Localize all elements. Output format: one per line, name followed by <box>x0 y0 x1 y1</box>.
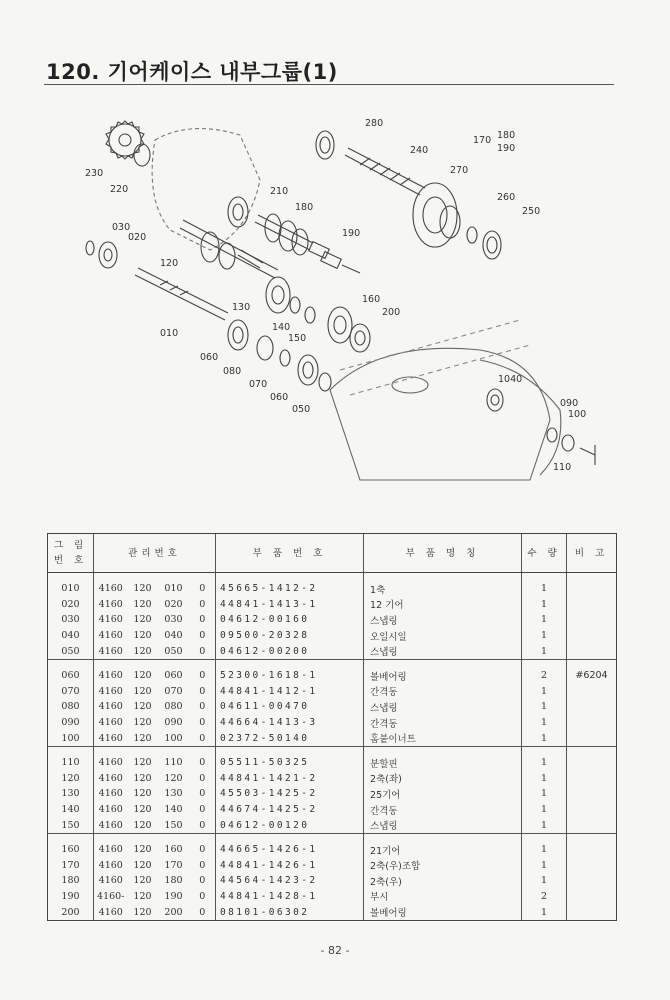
callout-090: 090 <box>560 398 579 409</box>
cell-mgmt-1: 4160 <box>94 755 128 771</box>
callout-140: 140 <box>272 322 291 333</box>
callout-210: 210 <box>270 186 289 197</box>
spacer-cell <box>190 659 216 668</box>
cell-note <box>567 643 617 659</box>
spacer-cell <box>364 746 522 755</box>
cell-part-no: 44841-1412-1 <box>216 684 364 700</box>
cell-part-name: 볼베어링 <box>364 904 522 920</box>
callout-060-b: 060 <box>270 392 289 403</box>
cell-mgmt-3: 020 <box>164 598 183 610</box>
callout-180-top: 180 <box>497 130 516 141</box>
table-row <box>48 802 617 818</box>
cell-part-name: 스냅링 <box>364 643 522 659</box>
cell-note <box>567 715 617 731</box>
cell-ref-no: 050 <box>48 643 94 659</box>
table-row <box>48 786 617 802</box>
table-row <box>48 730 617 746</box>
parts-table <box>47 533 617 921</box>
cell-mgmt-1: 4160 <box>94 628 128 644</box>
cell-qty: 1 <box>522 904 567 920</box>
cell-mgmt-1: 4160 <box>94 904 128 920</box>
cell-part-name: 부시 <box>364 889 522 905</box>
spacer-cell <box>216 573 364 582</box>
title-divider <box>44 84 614 85</box>
cell-mgmt-2: 120 <box>133 670 152 682</box>
cell-mgmt-4: 0 <box>199 717 206 729</box>
spacer-cell <box>522 833 567 842</box>
cell-mgmt-4: 0 <box>199 890 206 902</box>
col-part-no: 부 품 번 호 <box>216 534 364 573</box>
table-row <box>48 817 617 833</box>
cell-part-name: 2축(좌) <box>364 771 522 787</box>
cell-ref-no: 060 <box>48 668 94 684</box>
cell-mgmt-2: 120 <box>133 614 152 626</box>
cell-note <box>567 842 617 858</box>
cell-part-no: 44664-1413-3 <box>216 715 364 731</box>
exploded-parts-diagram <box>60 110 620 490</box>
group-spacer <box>48 659 617 668</box>
spacer-cell <box>158 573 190 582</box>
table-row <box>48 612 617 628</box>
cell-mgmt-1: 4160 <box>94 730 128 746</box>
callout-280: 280 <box>365 118 384 129</box>
cell-note <box>567 581 617 597</box>
cell-qty: 1 <box>522 771 567 787</box>
cell-qty: 1 <box>522 858 567 874</box>
callout-230: 230 <box>85 168 104 179</box>
cell-mgmt-2: 120 <box>133 685 152 697</box>
callout-070: 070 <box>249 379 268 390</box>
cell-note <box>567 755 617 771</box>
cell-note <box>567 858 617 874</box>
spacer-cell <box>567 833 617 842</box>
spacer-cell <box>128 659 158 668</box>
cell-mgmt-4: 0 <box>199 844 206 856</box>
callout-020: 020 <box>128 232 147 243</box>
cell-part-name: 오일시일 <box>364 628 522 644</box>
callout-120: 120 <box>160 258 179 269</box>
cell-mgmt-2: 120 <box>133 630 152 642</box>
cell-qty: 1 <box>522 684 567 700</box>
cell-mgmt-3: 080 <box>164 701 183 713</box>
cell-mgmt-1: 4160 <box>94 597 128 613</box>
spacer-cell <box>364 573 522 582</box>
cell-part-no: 04612-00120 <box>216 817 364 833</box>
callout-010: 010 <box>160 328 179 339</box>
table-row <box>48 699 617 715</box>
cell-mgmt-4: 0 <box>190 643 216 659</box>
cell-mgmt-3: 170 <box>164 859 183 871</box>
callout-030: 030 <box>112 222 131 233</box>
spacer-cell <box>190 833 216 842</box>
cell-qty: 2 <box>522 668 567 684</box>
cell-qty: 1 <box>522 730 567 746</box>
cell-note: #6204 <box>567 668 617 684</box>
cell-ref-no: 200 <box>48 904 94 920</box>
col-note: 비 고 <box>567 534 617 573</box>
cell-ref-no: 030 <box>48 612 94 628</box>
spacer-cell <box>48 573 94 582</box>
cell-note <box>567 771 617 787</box>
spacer-cell <box>216 833 364 842</box>
cell-mgmt-3: 190 <box>164 890 183 902</box>
cell-ref-no: 080 <box>48 699 94 715</box>
cell-part-name: 스냅링 <box>364 612 522 628</box>
callout-200: 200 <box>382 307 401 318</box>
page-number: - 82 - <box>320 944 350 957</box>
cell-ref-no: 130 <box>48 786 94 802</box>
cell-part-name: 스냅링 <box>364 817 522 833</box>
callout-150: 150 <box>288 333 307 344</box>
cell-mgmt-1: 4160 <box>94 668 128 684</box>
callout-080: 080 <box>223 366 242 377</box>
spacer-cell <box>128 833 158 842</box>
cell-part-no: 52300-1618-1 <box>216 668 364 684</box>
spacer-cell <box>128 746 158 755</box>
cell-mgmt-1: 4160 <box>94 581 128 597</box>
table-row <box>48 842 617 858</box>
cell-part-no: 44841-1421-2 <box>216 771 364 787</box>
cell-ref-no: 110 <box>48 755 94 771</box>
callout-220: 220 <box>110 184 129 195</box>
cell-ref-no: 090 <box>48 715 94 731</box>
cell-part-name: 분할핀 <box>364 755 522 771</box>
spacer-cell <box>94 746 128 755</box>
callout-260: 260 <box>497 192 516 203</box>
callout-240: 240 <box>410 145 429 156</box>
cell-part-no: 44841-1428-1 <box>216 889 364 905</box>
cell-mgmt-3: 010 <box>164 583 183 595</box>
cell-mgmt-2: 120 <box>128 643 158 659</box>
table-row <box>48 858 617 874</box>
cell-part-no: 08101-06302 <box>216 904 364 920</box>
cell-mgmt-1: 4160 <box>94 643 128 659</box>
cell-qty: 1 <box>522 755 567 771</box>
cell-ref-no: 190 <box>48 889 94 905</box>
table-row <box>48 904 617 920</box>
cell-qty: 2 <box>522 889 567 905</box>
cell-part-name: 홈붙이너트 <box>364 730 522 746</box>
table-row <box>48 873 617 889</box>
cell-mgmt-3: 140 <box>164 804 183 816</box>
cell-mgmt-1: 4160 <box>94 699 128 715</box>
cell-qty: 1 <box>522 802 567 818</box>
cell-part-name: 2축(우)조합 <box>364 858 522 874</box>
cell-ref-no: 100 <box>48 730 94 746</box>
cell-mgmt-2: 120 <box>133 701 152 713</box>
cell-mgmt-3: 120 <box>164 772 183 784</box>
spacer-cell <box>364 833 522 842</box>
cell-mgmt-1: 4160 <box>94 786 128 802</box>
cell-ref-no: 180 <box>48 873 94 889</box>
cell-mgmt-2: 120 <box>133 844 152 856</box>
cell-mgmt-2: 120 <box>133 788 152 800</box>
cell-part-no: 04611-00470 <box>216 699 364 715</box>
cell-mgmt-3: 160 <box>164 844 183 856</box>
spacer-cell <box>158 659 190 668</box>
table-row <box>48 715 617 731</box>
spacer-cell <box>567 659 617 668</box>
callout-190-top: 190 <box>497 143 516 154</box>
cell-note <box>567 730 617 746</box>
spacer-cell <box>567 746 617 755</box>
cell-mgmt-2: 120 <box>133 772 152 784</box>
cell-ref-no: 160 <box>48 842 94 858</box>
cell-mgmt-4: 0 <box>199 859 206 871</box>
cell-mgmt-3: 060 <box>164 670 183 682</box>
callout-170: 170 <box>473 135 492 146</box>
cell-mgmt-3: 130 <box>164 788 183 800</box>
spacer-cell <box>128 573 158 582</box>
callout-060: 060 <box>200 352 219 363</box>
cell-mgmt-3: 030 <box>164 614 183 626</box>
cell-mgmt-2: 120 <box>133 717 152 729</box>
callout-180: 180 <box>295 202 314 213</box>
spacer-cell <box>190 746 216 755</box>
cell-part-name: 간격동 <box>364 715 522 731</box>
cell-ref-no: 120 <box>48 771 94 787</box>
cell-ref-no: 150 <box>48 817 94 833</box>
callout-100: 100 <box>568 409 587 420</box>
exploded-view-drawing <box>60 110 620 490</box>
callout-270: 270 <box>450 165 469 176</box>
spacer-cell <box>522 573 567 582</box>
cell-note <box>567 889 617 905</box>
cell-part-no: 44841-1426-1 <box>216 858 364 874</box>
cell-qty: 1 <box>522 643 567 659</box>
cell-mgmt-2: 120 <box>133 583 152 595</box>
cell-mgmt-1: 4160 <box>94 842 128 858</box>
cell-qty: 1 <box>522 699 567 715</box>
spacer-cell <box>567 573 617 582</box>
cell-mgmt-1: 4160 <box>94 802 128 818</box>
cell-qty: 1 <box>522 817 567 833</box>
callout-160: 160 <box>362 294 381 305</box>
spacer-cell <box>94 659 128 668</box>
table-row <box>48 581 617 597</box>
callout-190: 190 <box>342 228 361 239</box>
cell-mgmt-4: 0 <box>199 804 206 816</box>
cell-mgmt-1: 4160 <box>94 873 128 889</box>
cell-mgmt-3: 090 <box>164 717 183 729</box>
cell-part-name: 간격동 <box>364 684 522 700</box>
cell-note <box>567 684 617 700</box>
cell-part-name: 2축(우) <box>364 873 522 889</box>
cell-mgmt-2: 120 <box>128 904 158 920</box>
callout-050: 050 <box>292 404 311 415</box>
cell-mgmt-1: 4160 <box>94 715 128 731</box>
cell-mgmt-4: 0 <box>199 772 206 784</box>
cell-qty: 1 <box>522 786 567 802</box>
cell-mgmt-3: 180 <box>164 875 183 887</box>
spacer-cell <box>48 833 94 842</box>
table-row <box>48 643 617 659</box>
cell-mgmt-4: 0 <box>199 630 206 642</box>
cell-mgmt-1: 4160 <box>94 612 128 628</box>
callout-130: 130 <box>232 302 251 313</box>
cell-qty: 1 <box>522 715 567 731</box>
cell-mgmt-1: 4160 <box>94 858 128 874</box>
cell-mgmt-4: 0 <box>199 670 206 682</box>
cell-note <box>567 628 617 644</box>
cell-mgmt-4: 0 <box>199 614 206 626</box>
col-part-name: 부 품 명 칭 <box>364 534 522 573</box>
cell-part-name: 볼베어링 <box>364 668 522 684</box>
table-row <box>48 597 617 613</box>
cell-mgmt-2: 120 <box>133 875 152 887</box>
cell-mgmt-2: 120 <box>128 730 158 746</box>
cell-mgmt-4: 0 <box>199 583 206 595</box>
group-spacer <box>48 833 617 842</box>
spacer-cell <box>216 659 364 668</box>
cell-ref-no: 170 <box>48 858 94 874</box>
cell-note <box>567 802 617 818</box>
cell-mgmt-3: 200 <box>158 904 190 920</box>
page-title: 120. 기어케이스 내부그룹(1) <box>46 60 338 84</box>
cell-mgmt-2: 120 <box>128 817 158 833</box>
cell-note <box>567 612 617 628</box>
cell-mgmt-3: 110 <box>164 757 183 769</box>
cell-mgmt-4: 0 <box>190 904 216 920</box>
cell-mgmt-2: 120 <box>133 757 152 769</box>
spacer-cell <box>522 659 567 668</box>
callout-1040: 1040 <box>498 374 523 385</box>
cell-mgmt-3: 150 <box>158 817 190 833</box>
cell-mgmt-3: 050 <box>158 643 190 659</box>
cell-part-name: 스냅링 <box>364 699 522 715</box>
cell-part-no: 09500-20328 <box>216 628 364 644</box>
parts-table-header <box>48 534 617 573</box>
cell-qty: 1 <box>522 581 567 597</box>
cell-qty: 1 <box>522 628 567 644</box>
cell-mgmt-2: 120 <box>133 890 152 902</box>
cell-qty: 1 <box>522 873 567 889</box>
cell-mgmt-4: 0 <box>199 598 206 610</box>
table-row <box>48 755 617 771</box>
cell-note <box>567 597 617 613</box>
col-qty: 수 량 <box>522 534 567 573</box>
cell-mgmt-4: 0 <box>199 757 206 769</box>
cell-qty: 1 <box>522 597 567 613</box>
cell-part-no: 44665-1426-1 <box>216 842 364 858</box>
callout-110: 110 <box>553 462 572 473</box>
spacer-cell <box>48 746 94 755</box>
cell-part-no: 44674-1425-2 <box>216 802 364 818</box>
cell-mgmt-1: 4160- <box>94 889 128 905</box>
table-row <box>48 628 617 644</box>
cell-mgmt-2: 120 <box>133 598 152 610</box>
group-spacer <box>48 573 617 582</box>
cell-part-no: 05511-50325 <box>216 755 364 771</box>
spacer-cell <box>522 746 567 755</box>
cell-note <box>567 699 617 715</box>
cell-mgmt-3: 070 <box>164 685 183 697</box>
table-row <box>48 668 617 684</box>
cell-mgmt-4: 0 <box>199 685 206 697</box>
cell-part-name: 간격동 <box>364 802 522 818</box>
spacer-cell <box>216 746 364 755</box>
cell-part-no: 45665-1412-2 <box>216 581 364 597</box>
cell-ref-no: 140 <box>48 802 94 818</box>
cell-part-no: 44564-1423-2 <box>216 873 364 889</box>
cell-part-name: 21기어 <box>364 842 522 858</box>
table-row <box>48 889 617 905</box>
cell-mgmt-4: 0 <box>199 701 206 713</box>
cell-part-name: 25기어 <box>364 786 522 802</box>
group-spacer <box>48 746 617 755</box>
cell-ref-no: 020 <box>48 597 94 613</box>
table-row <box>48 684 617 700</box>
spacer-cell <box>94 833 128 842</box>
cell-mgmt-1: 4160 <box>94 771 128 787</box>
cell-mgmt-1: 4160 <box>94 684 128 700</box>
cell-note <box>567 873 617 889</box>
cell-part-no: 44841-1413-1 <box>216 597 364 613</box>
cell-mgmt-4: 0 <box>199 875 206 887</box>
cell-note <box>567 786 617 802</box>
cell-part-no: 04612-00160 <box>216 612 364 628</box>
cell-mgmt-3: 100 <box>158 730 190 746</box>
cell-part-no: 04612-00200 <box>216 643 364 659</box>
cell-mgmt-1: 4160 <box>94 817 128 833</box>
col-ref-no: 그 림 번 호 <box>48 534 94 573</box>
col-mgmt-no: 관리번호 <box>94 534 216 573</box>
spacer-cell <box>94 573 128 582</box>
cell-ref-no: 040 <box>48 628 94 644</box>
cell-mgmt-2: 120 <box>133 804 152 816</box>
cell-mgmt-4: 0 <box>199 788 206 800</box>
cell-part-no: 02372-50140 <box>216 730 364 746</box>
cell-mgmt-3: 040 <box>164 630 183 642</box>
cell-part-name: 1축 <box>364 581 522 597</box>
cell-qty: 1 <box>522 842 567 858</box>
cell-qty: 1 <box>522 612 567 628</box>
callout-250: 250 <box>522 206 541 217</box>
cell-note <box>567 904 617 920</box>
spacer-cell <box>190 573 216 582</box>
cell-part-no: 45503-1425-2 <box>216 786 364 802</box>
spacer-cell <box>364 659 522 668</box>
cell-ref-no: 010 <box>48 581 94 597</box>
cell-part-name: 12 기어 <box>364 597 522 613</box>
parts-table-body <box>48 573 617 921</box>
table-row <box>48 771 617 787</box>
cell-mgmt-4: 0 <box>190 817 216 833</box>
cell-note <box>567 817 617 833</box>
spacer-cell <box>48 659 94 668</box>
cell-mgmt-2: 120 <box>133 859 152 871</box>
cell-mgmt-4: 0 <box>190 730 216 746</box>
cell-ref-no: 070 <box>48 684 94 700</box>
spacer-cell <box>158 746 190 755</box>
spacer-cell <box>158 833 190 842</box>
